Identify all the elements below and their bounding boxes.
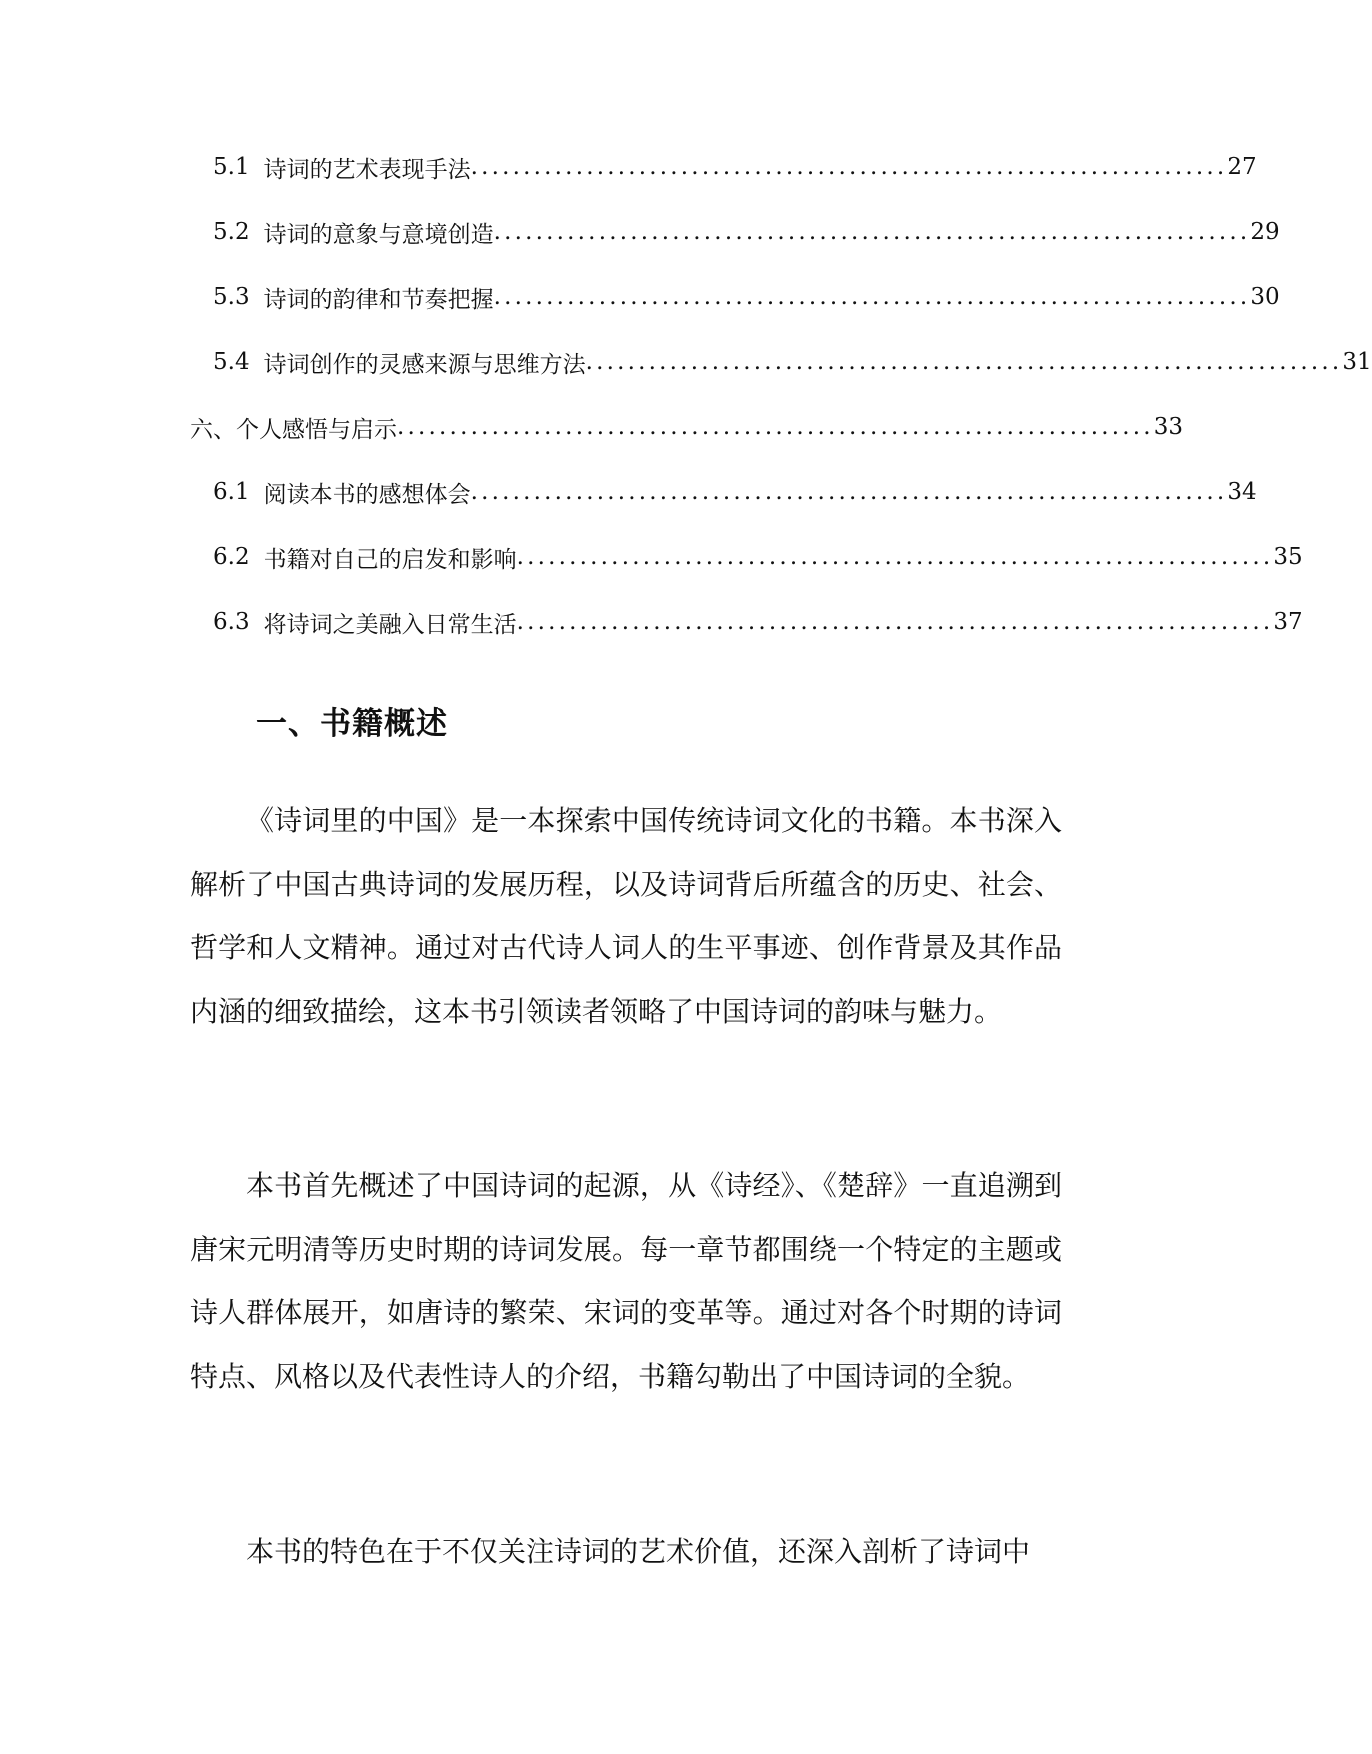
toc-entry-number: 6.1 [213,479,250,505]
toc-dot-leader: ........................................................................ [516,544,1274,570]
body-paragraph: 本书的特色在于不仅关注诗词的艺术价值，还深入剖析了诗词中 [246,1535,1031,1568]
section-heading: 一、书籍概述 [256,706,448,742]
toc-entry[interactable] [213,472,1257,512]
toc-entry-page: 37 [1273,609,1303,635]
toc-entry-title: 诗词创作的灵感来源与思维方法 [263,351,586,378]
toc-entry-title: 六、个人感悟与启示 [190,416,397,443]
toc-entry-page: 33 [1153,414,1184,440]
toc-entry-page: 29 [1250,219,1280,245]
toc-dot-leader: ........................................................................ [493,219,1251,245]
toc-entry[interactable] [213,602,1303,642]
toc-entry-title: 诗词的意象与意境创造 [263,221,494,248]
toc-entry-page: 27 [1227,154,1257,180]
toc-entry-page: 34 [1227,479,1257,505]
toc-dot-leader: ........................................................................ [493,284,1251,310]
toc-dot-leader: ........................................................................ [397,414,1154,440]
toc-entry-page: 30 [1250,284,1280,310]
toc-entry-number: 5.2 [213,219,250,245]
toc-entry-number: 5.3 [213,284,250,310]
toc-entry-page: 31 [1342,349,1372,375]
toc-entry[interactable] [213,147,1257,187]
toc-entry-title: 阅读本书的感想体会 [263,481,471,508]
toc-entry-title: 将诗词之美融入日常生活 [263,611,517,638]
toc-entry-number: 5.1 [213,154,250,180]
toc-entry-title: 诗词的艺术表现手法 [263,156,471,183]
toc-entry-title: 书籍对自己的启发和影响 [263,546,517,573]
toc-dot-leader: ........................................................................ [470,479,1228,505]
toc-dot-leader: ........................................................................ [470,154,1228,180]
toc-entry-title: 诗词的韵律和节奏把握 [263,286,494,313]
toc-entry-number: 6.3 [213,609,250,635]
toc-dot-leader: ........................................................................ [516,609,1274,635]
toc-entry[interactable] [213,537,1303,577]
toc-entry-chapter[interactable] [190,407,1184,447]
toc-entry[interactable] [213,212,1280,252]
toc-entry[interactable] [213,342,1372,382]
body-paragraph: 《诗词里的中国》是一本探索中国传统诗词文化的书籍。本书深入解析了中国古典诗词的发展历程，以及诗词背后所蕴含的历史、社会、哲学和人文精神。通过对古代诗人词人的生平事迹、创作背景及其作品内涵的细致描绘，这本书引领读者领略了中国诗词的韵味与魅力。 [190,804,1062,1028]
toc-entry-page: 35 [1273,544,1303,570]
toc-entry-number: 6.2 [213,544,250,570]
body-paragraph: 本书首先概述了中国诗词的起源，从《诗经》、《楚辞》一直追溯到唐宋元明清等历史时期的诗词发展。每一章节都围绕一个特定的主题或诗人群体展开，如唐诗的繁荣、宋词的变革等。通过对各个时期的诗词特点、风格以及代表性诗人的介绍，书籍勾勒出了中国诗词的全貌。 [190,1169,1062,1393]
toc-entry-number: 5.4 [213,349,250,375]
toc-entry[interactable] [213,277,1280,317]
toc-dot-leader: ........................................................................ [585,349,1343,375]
